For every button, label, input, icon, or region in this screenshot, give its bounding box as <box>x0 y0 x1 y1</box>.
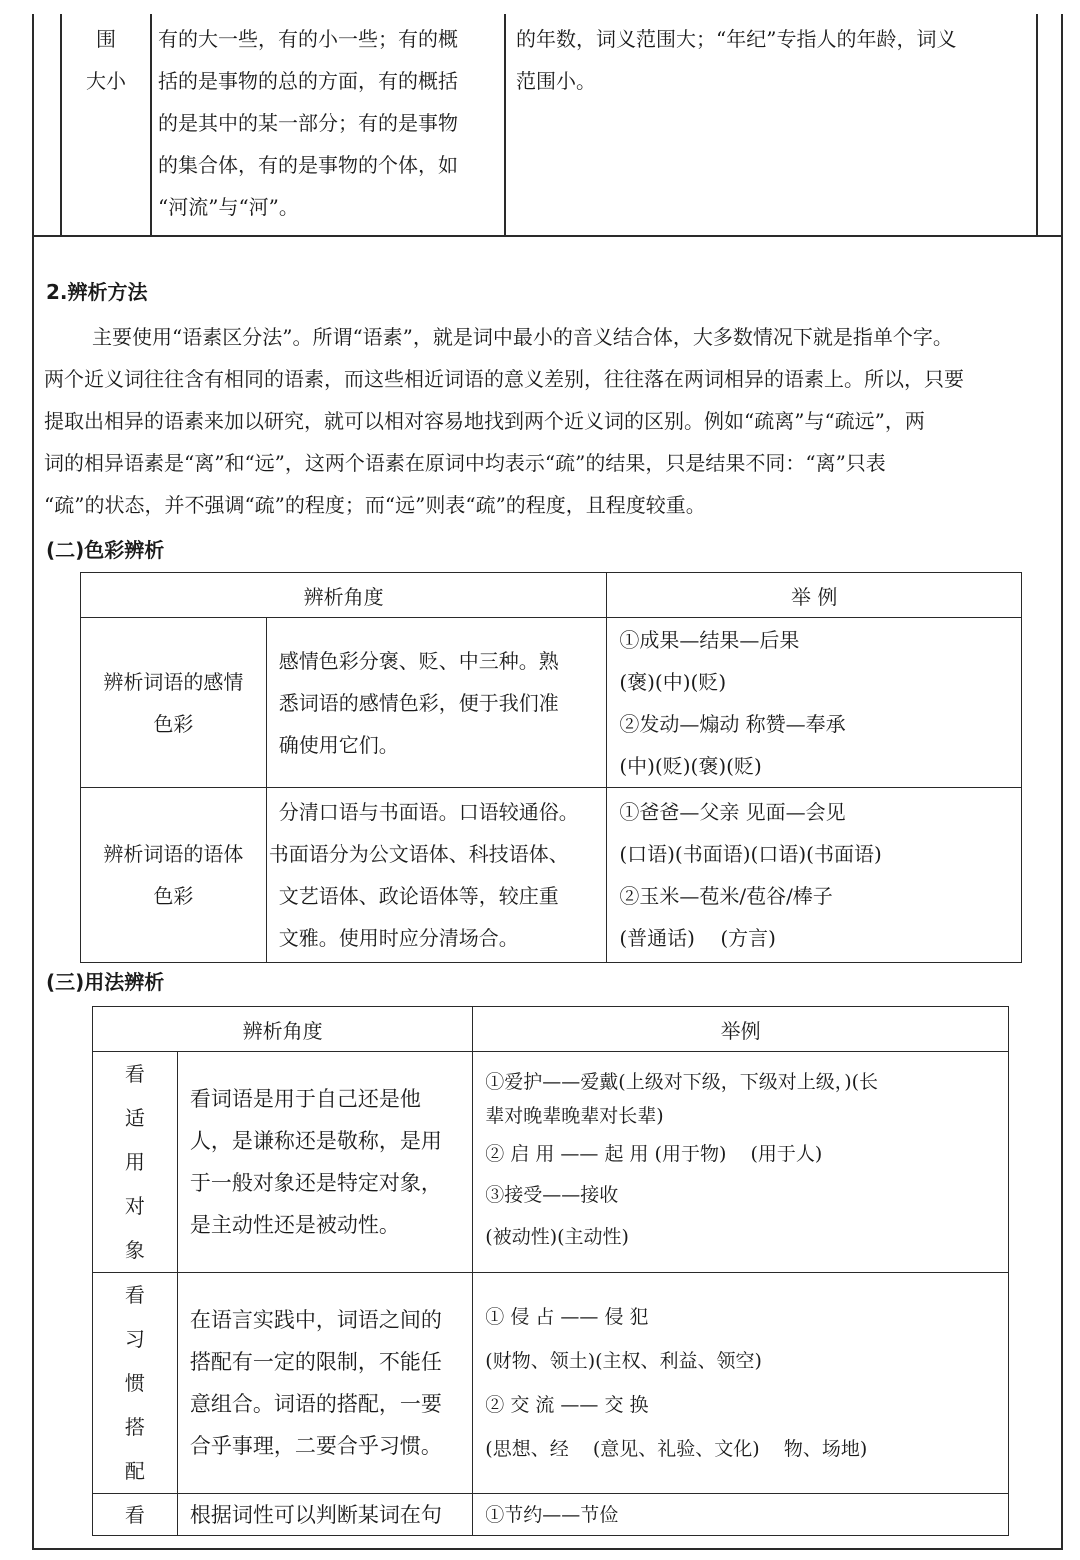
method-heading: 2.辨析方法 <box>46 280 148 304</box>
top-table-col3: 的年数，词义范围大；“年纪”专指人的年龄，词义 范围小。 <box>516 27 957 93</box>
category-cell: 辨析词语的感情 色彩 <box>81 618 267 788</box>
paragraph-line: 两个近义词往往含有相同的语素，而这些相近词语的意义差别，往往落在两词相异的语素上。所以，只要 <box>44 367 964 391</box>
category-cell: 辨析词语的语体 色彩 <box>81 788 267 963</box>
table-header-row <box>93 1007 1009 1052</box>
label-cell: 看 <box>93 1494 178 1536</box>
example-cell: ①节约——节俭 <box>473 1494 1009 1536</box>
desc-cell: 分清口语与书面语。口语较通俗。 书面语分为公文语体、科技语体、 文艺语体、政论语体等，较庄重 文雅。使用时应分清场合。 <box>266 788 607 963</box>
top-table-col1: 围 大小 <box>86 27 126 93</box>
table-row <box>93 1052 1009 1273</box>
top-table-col2: 有的大一些，有的小一些；有的概 括的是事物的总的方面，有的概括 的是其中的某一部分；有的是事物 的集合体，有的是事物的个体，如 “河流”与“河”。 <box>158 27 458 219</box>
desc-cell: 在语言实践中，词语之间的 搭配有一定的限制，不能任 意组合。词语的搭配，一要 合乎事理，二要合乎习惯。 <box>177 1273 472 1494</box>
paragraph-line: “疏”的状态，并不强调“疏”的程度；而“远”则表“疏”的程度，且程度较重。 <box>44 493 706 517</box>
header-example: 举例 <box>473 1007 1009 1052</box>
color-section-title: (二)色彩辨析 <box>46 538 165 562</box>
paragraph-line: 提取出相异的语素来加以研究，就可以相对容易地找到两个近义词的区别。例如“疏离”与“疏远”，两 <box>44 409 925 433</box>
desc-cell: 根据词性可以判断某词在句 <box>177 1494 472 1536</box>
example-cell: ①爸爸—父亲 见面—会见 (口语)(书面语)(口语)(书面语) ②玉米—苞米/苞谷/棒子 (普通话) (方言) <box>607 788 1022 963</box>
header-example: 举 例 <box>607 573 1022 618</box>
desc-cell: 感情色彩分褒、贬、中三种。熟 悉词语的感情色彩，便于我们准 确使用它们。 <box>266 618 607 788</box>
header-angle: 辨析角度 <box>81 573 607 618</box>
usage-table <box>92 1006 1009 1536</box>
table-row <box>81 788 1022 963</box>
table-row <box>81 618 1022 788</box>
header-angle: 辨析角度 <box>93 1007 473 1052</box>
paragraph-line: 主要使用“语素区分法”。所谓“语素”，就是词中最小的音义结合体，大多数情况下就是指单个字。 <box>92 325 953 349</box>
table-row <box>93 1273 1009 1494</box>
color-table <box>80 572 1022 963</box>
label-cell: 看 习 惯 搭 配 <box>93 1273 178 1494</box>
desc-cell: 看词语是用于自己还是他 人，是谦称还是敬称，是用 于一般对象还是特定对象， 是主动性还是被动性。 <box>177 1052 472 1273</box>
example-cell: ①成果—结果—后果 (褒)(中)(贬) ②发动—煽动 称赞—奉承 (中)(贬)(褒)(贬) <box>607 618 1022 788</box>
table-header-row <box>81 573 1022 618</box>
label-cell: 看 适 用 对 象 <box>93 1052 178 1273</box>
table-row <box>93 1494 1009 1536</box>
method-paragraph <box>44 316 1064 526</box>
example-cell: ① 侵 占 —— 侵 犯 (财物、领土)(主权、利益、领空) ② 交 流 —— 交 换 (思想、经 (意见、礼验、文化) 物、场地) <box>473 1273 1009 1494</box>
example-cell: ①爱护——爱戴(上级对下级，下级对上级，)(长 辈对晚辈晚辈对长辈) ② 启 用 —— 起 用 (用于物) (用于人) ③接受——接收 (被动性)(主动性) <box>473 1052 1009 1273</box>
paragraph-line: 词的相异语素是“离”和“远”，这两个语素在原词中均表示“疏”的结果，只是结果不同：“离”只表 <box>44 451 886 475</box>
usage-section-title: (三)用法辨析 <box>46 970 165 994</box>
